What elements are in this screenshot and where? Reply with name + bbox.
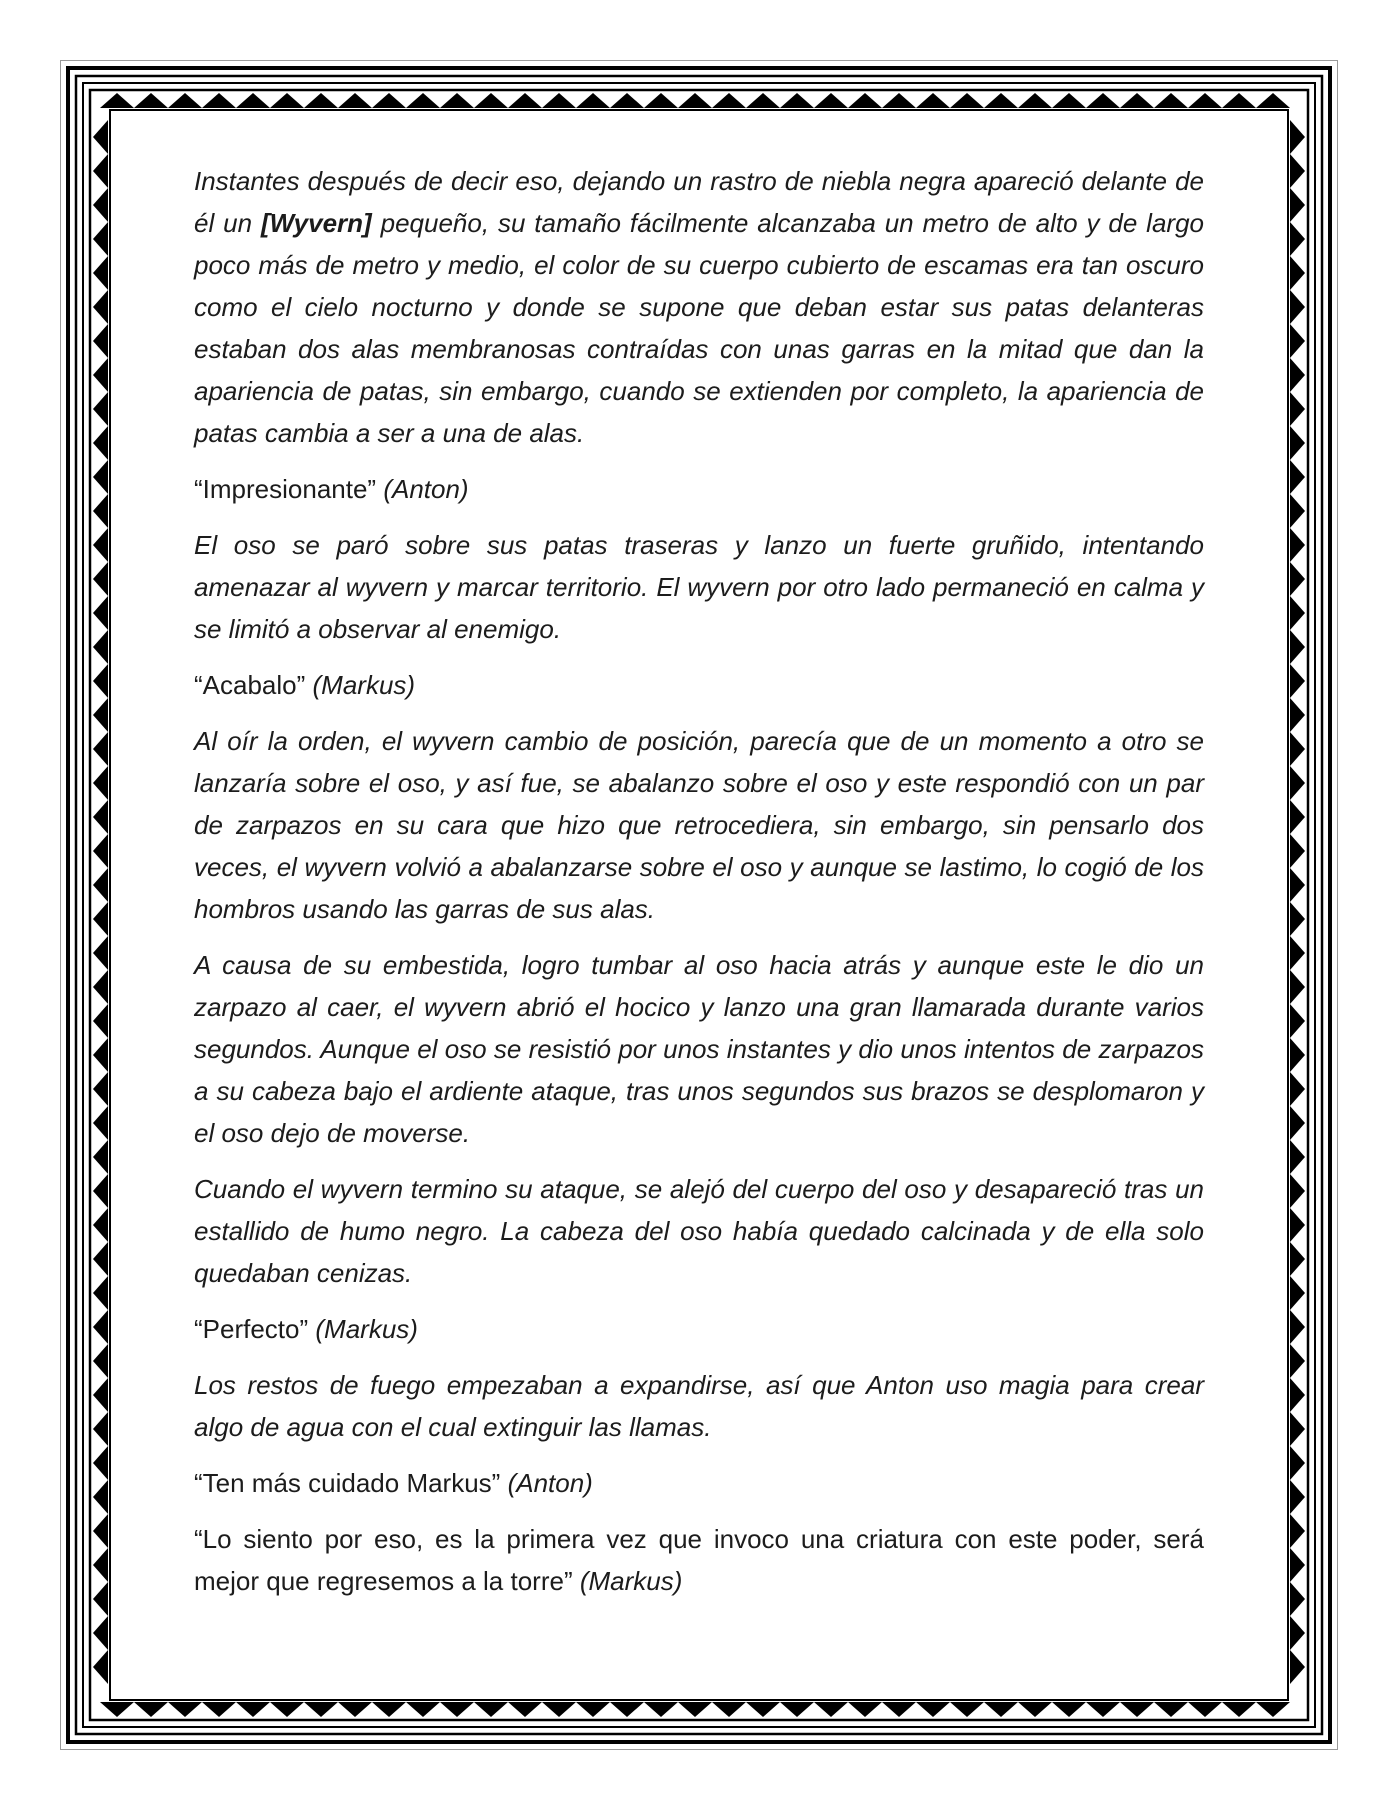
border-triangle [950,1702,984,1717]
border-triangle [1290,358,1305,392]
border-triangle [1290,902,1305,936]
border-triangle [1290,1038,1305,1072]
border-triangle [93,1412,108,1446]
border-triangle [93,1616,108,1650]
border-triangle [1222,93,1256,108]
border-triangle [984,1702,1018,1717]
border-triangle [93,732,108,766]
border-triangle [1188,93,1222,108]
border-triangle [93,1378,108,1412]
border-triangle [610,1702,644,1717]
border-triangle [1290,256,1305,290]
border-triangle [474,1702,508,1717]
border-triangle [168,1702,202,1717]
border-triangle [270,1702,304,1717]
border-triangle [576,93,610,108]
border-triangle [1290,1242,1305,1276]
border-triangle [93,120,108,154]
border-triangle [814,93,848,108]
border-triangle [1290,154,1305,188]
border-triangle [93,1174,108,1208]
border-triangle [1290,1208,1305,1242]
border-triangle [1290,494,1305,528]
dialogue-2-quote: “Acabalo” [194,670,306,700]
border-triangle [93,902,108,936]
dialogue-1-speaker: (Anton) [383,474,469,504]
border-triangle [746,1702,780,1717]
border-triangle [93,256,108,290]
border-triangle [1290,664,1305,698]
paragraph-1 [194,160,1204,454]
border-triangle [93,936,108,970]
border-triangle [1290,1582,1305,1616]
dialogue-3 [194,1308,1204,1350]
border-triangle [1290,1174,1305,1208]
border-triangle [1290,868,1305,902]
border-triangle [134,93,168,108]
border-triangle [93,1446,108,1480]
border-triangle [542,93,576,108]
border-triangle [1290,324,1305,358]
border-triangle [93,1106,108,1140]
border-triangle [780,93,814,108]
border-triangle [93,1072,108,1106]
border-triangle [93,1208,108,1242]
border-triangle [848,93,882,108]
border-triangle [1290,528,1305,562]
border-triangle [1018,1702,1052,1717]
document-body [194,160,1204,1616]
border-triangle [406,93,440,108]
paragraph-3: Al oír la orden, el wyvern cambio de posición, parecía que de un momento a otro se lanzaría sobre el oso, y así fue, se abalanzo sobre el oso y este respondió con un par de zarpazos en su cara que hizo que retrocediera, sin embargo, sin pensarlo dos veces, el wyvern volvió a abalanzarse sobre el oso y aunque se lastimo, lo cogió de los hombros usando las garras de sus alas. [194,726,1204,924]
border-triangle [1290,426,1305,460]
border-triangle [406,1702,440,1717]
border-triangle [440,93,474,108]
border-triangle [100,1702,134,1717]
border-triangle [93,1548,108,1582]
border-triangle [950,93,984,108]
border-triangle [93,1514,108,1548]
border-triangle [712,1702,746,1717]
border-triangle [1120,1702,1154,1717]
border-triangle [93,1650,108,1684]
border-triangle [1086,1702,1120,1717]
border-triangle [746,93,780,108]
border-triangle [1052,1702,1086,1717]
border-triangle [93,1242,108,1276]
border-triangle [93,766,108,800]
border-triangle [93,188,108,222]
border-triangle [712,93,746,108]
border-triangle [814,1702,848,1717]
border-triangle [93,800,108,834]
border-triangle [916,1702,950,1717]
dialogue-2-speaker: (Markus) [312,670,416,700]
paragraph-5: Cuando el wyvern termino su ataque, se alejó del cuerpo del oso y desapareció tras un estallido de humo negro. La cabeza del oso había quedado calcinada y de ella solo quedaban cenizas. [194,1174,1204,1288]
border-triangle [202,93,236,108]
paragraph-6: Los restos de fuego empezaban a expandirse, así que Anton uso magia para crear algo de agua con el cual extinguir las llamas. [194,1370,1204,1442]
dialogue-4-speaker: (Anton) [507,1468,593,1498]
dialogue-5-quote: “Lo siento por eso, es la primera vez que invoco una criatura con este poder, será mejor que regresemos a la torre” [194,1524,1204,1596]
border-triangle [1256,1702,1290,1717]
border-triangle [1290,698,1305,732]
border-triangle [304,93,338,108]
border-triangle [93,1038,108,1072]
border-triangle [916,93,950,108]
border-triangle [236,93,270,108]
border-triangle [93,562,108,596]
border-triangle [93,664,108,698]
border-triangle [1256,93,1290,108]
border-triangle [1290,392,1305,426]
border-triangle [93,324,108,358]
border-triangle [644,93,678,108]
border-triangle [1290,970,1305,1004]
border-triangle [93,1004,108,1038]
dialogue-4-quote: “Ten más cuidado Markus” [194,1468,501,1498]
border-triangle [1290,766,1305,800]
border-triangle [1290,1616,1305,1650]
border-triangle [1290,1446,1305,1480]
dialogue-3-speaker: (Markus) [315,1314,418,1344]
border-triangle [270,93,304,108]
border-triangle [848,1702,882,1717]
border-triangle [1290,460,1305,494]
border-triangle [1290,1310,1305,1344]
border-triangle [1154,1702,1188,1717]
border-triangle [882,93,916,108]
border-triangle [1290,1106,1305,1140]
border-triangle [93,426,108,460]
border-triangle [93,1480,108,1514]
border-triangle [508,1702,542,1717]
border-triangle [1290,1412,1305,1446]
border-triangle [882,1702,916,1717]
border-triangle [508,93,542,108]
border-triangle [93,494,108,528]
border-triangle [678,93,712,108]
border-triangle [644,1702,678,1717]
border-triangle [93,1140,108,1174]
border-triangle [1290,562,1305,596]
border-triangle [1222,1702,1256,1717]
border-triangle [93,460,108,494]
border-triangle [1290,630,1305,664]
border-triangle [1290,188,1305,222]
border-triangle [1052,93,1086,108]
border-triangle [1188,1702,1222,1717]
paragraph-1-text-start: Instantes después de decir eso, dejando un rastro de niebla negra apareció delante de él un [194,166,1204,238]
border-triangle [1290,1548,1305,1582]
border-triangle [474,93,508,108]
border-triangle [1018,93,1052,108]
border-triangle [1120,93,1154,108]
border-triangle [1154,93,1188,108]
border-triangle [372,1702,406,1717]
dialogue-5-speaker: (Markus) [579,1566,683,1596]
border-triangle [1290,1004,1305,1038]
border-triangle [542,1702,576,1717]
border-triangle [1290,1378,1305,1412]
border-triangle [93,392,108,426]
border-triangle [1290,1344,1305,1378]
dialogue-1-quote: “Impresionante” [194,474,377,504]
border-triangle [678,1702,712,1717]
border-triangle [93,868,108,902]
paragraph-4: A causa de su embestida, logro tumbar al oso hacia atrás y aunque este le dio un zarpazo al caer, el wyvern abrió el hocico y lanzo una gran llamarada durante varios segundos. Aunque el oso se resistió por unos instantes y dio unos intentos de zarpazos a su cabeza bajo el ardiente ataque, tras unos segundos sus brazos se desplomaron y el oso dejo de moverse. [194,950,1204,1148]
paragraph-1-text-end: pequeño, su tamaño fácilmente alcanzaba un metro de alto y de largo poco más de metro y medio, el color de su cuerpo cubierto de escamas era tan oscuro como el cielo nocturno y donde se supone que deban estar sus patas delanteras estaban dos alas membranosas contraídas con unas garras en la mitad que dan la apariencia de patas, sin embargo, cuando se extienden por completo, la apariencia de patas cambia a ser a una de alas. [194,208,1204,448]
border-triangle [93,1344,108,1378]
wyvern-term: [Wyvern] [260,208,372,238]
border-triangle [93,970,108,1004]
border-triangle [1290,1514,1305,1548]
border-triangle [93,1276,108,1310]
dialogue-2 [194,664,1204,706]
border-triangle [780,1702,814,1717]
border-triangle [93,528,108,562]
dialogue-1 [194,468,1204,510]
border-triangle [1290,290,1305,324]
border-triangle [93,596,108,630]
dialogue-4 [194,1462,1204,1504]
border-triangle [1290,1140,1305,1174]
border-triangle [1290,1072,1305,1106]
border-triangle [93,290,108,324]
dialogue-5 [194,1518,1204,1602]
border-triangle [1290,222,1305,256]
border-triangle [168,93,202,108]
dialogue-3-quote: “Perfecto” [194,1314,309,1344]
border-triangle [93,630,108,664]
border-triangle [93,222,108,256]
border-triangle [372,93,406,108]
border-triangle [338,1702,372,1717]
border-triangle [93,1310,108,1344]
border-triangle [1290,1276,1305,1310]
border-triangle [304,1702,338,1717]
border-triangle [440,1702,474,1717]
border-triangle [93,834,108,868]
border-triangle [100,93,134,108]
border-triangle [610,93,644,108]
border-triangle [1290,732,1305,766]
border-triangle [93,154,108,188]
border-triangle [202,1702,236,1717]
border-triangle [93,698,108,732]
border-triangle [1290,936,1305,970]
border-triangle [1290,834,1305,868]
border-triangle [576,1702,610,1717]
border-triangle [93,358,108,392]
border-triangle [1086,93,1120,108]
border-triangle [338,93,372,108]
border-triangle [1290,120,1305,154]
border-triangle [1290,1480,1305,1514]
border-triangle [1290,596,1305,630]
paragraph-2: El oso se paró sobre sus patas traseras y lanzo un fuerte gruñido, intentando amenazar al wyvern y marcar territorio. El wyvern por otro lado permaneció en calma y se limitó a observar al enemigo. [194,530,1204,644]
border-triangle [1290,1650,1305,1684]
border-triangle [236,1702,270,1717]
border-triangle [93,1582,108,1616]
border-triangle [1290,800,1305,834]
border-triangle [134,1702,168,1717]
border-triangle [984,93,1018,108]
